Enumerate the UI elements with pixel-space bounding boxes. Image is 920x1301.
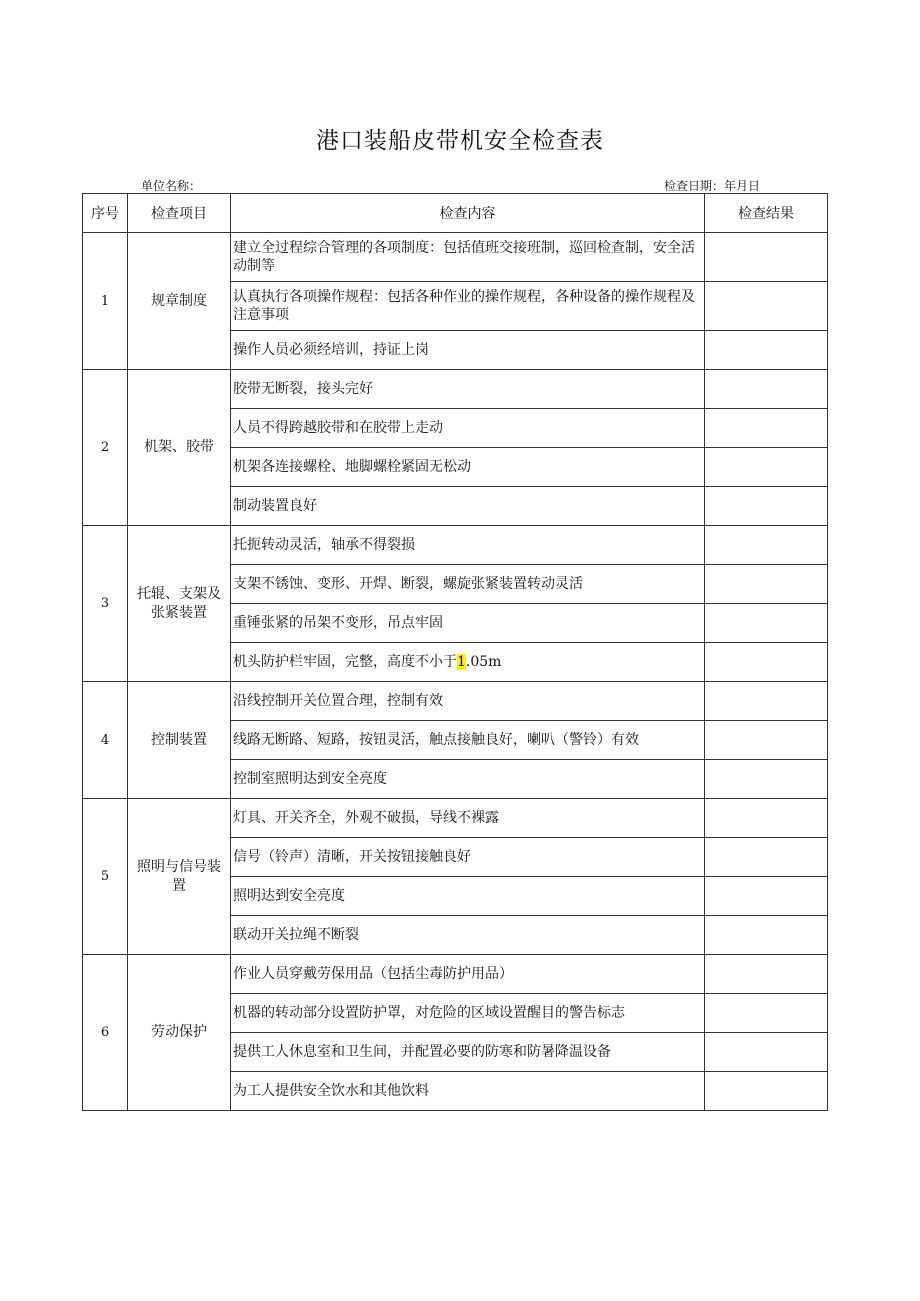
group-index: 3 [83, 526, 128, 682]
group-index: 6 [83, 955, 128, 1111]
table-row [83, 233, 828, 282]
result-cell[interactable] [705, 331, 828, 370]
result-cell[interactable] [705, 1072, 828, 1111]
check-content: 提供工人休息室和卫生间，并配置必要的防寒和防暑降温设备 [231, 1033, 705, 1072]
table-row [83, 799, 828, 838]
check-content: 操作人员必须经培训，持证上岗 [231, 331, 705, 370]
check-content: 建立全过程综合管理的各项制度：包括值班交接班制，巡回检查制，安全活动制等 [231, 233, 705, 282]
check-content: 作业人员穿戴劳保用品（包括尘毒防护用品） [231, 955, 705, 994]
result-cell[interactable] [705, 487, 828, 526]
check-content: 支架不锈蚀、变形、开焊、断裂，螺旋张紧装置转动灵活 [231, 565, 705, 604]
result-cell[interactable] [705, 760, 828, 799]
check-content: 机架各连接螺栓、地脚螺栓紧固无松动 [231, 448, 705, 487]
check-content: 机头防护栏牢固，完整，高度不小于1.05m [231, 643, 705, 682]
group-item-name: 托辊、支架及张紧装置 [128, 526, 231, 682]
result-cell[interactable] [705, 799, 828, 838]
result-cell[interactable] [705, 526, 828, 565]
result-cell[interactable] [705, 682, 828, 721]
result-cell[interactable] [705, 409, 828, 448]
header-index: 序号 [83, 194, 128, 233]
result-cell[interactable] [705, 233, 828, 282]
result-cell[interactable] [705, 370, 828, 409]
check-content: 联动开关拉绳不断裂 [231, 916, 705, 955]
unit-name-label: 单位名称： [141, 179, 202, 193]
check-content: 灯具、开关齐全，外观不破损，导线不裸露 [231, 799, 705, 838]
group-item-name: 劳动保护 [128, 955, 231, 1111]
highlight-mark: 1 [457, 654, 466, 670]
table-row [83, 682, 828, 721]
result-cell[interactable] [705, 955, 828, 994]
group-item-name: 机架、胶带 [128, 370, 231, 526]
group-item-name: 规章制度 [128, 233, 231, 370]
check-content: 制动装置良好 [231, 487, 705, 526]
check-content: 人员不得跨越胶带和在胶带上走动 [231, 409, 705, 448]
table-row [83, 526, 828, 565]
table-row [83, 370, 828, 409]
result-cell[interactable] [705, 838, 828, 877]
table-row [83, 955, 828, 994]
group-index: 2 [83, 370, 128, 526]
check-content: 沿线控制开关位置合理，控制有效 [231, 682, 705, 721]
checklist-table [82, 193, 828, 1111]
result-cell[interactable] [705, 448, 828, 487]
group-item-name: 照明与信号装置 [128, 799, 231, 955]
group-index: 1 [83, 233, 128, 370]
header-item: 检查项目 [128, 194, 231, 233]
check-content: 线路无断路、短路，按钮灵活，触点接触良好，喇叭（警铃）有效 [231, 721, 705, 760]
check-content: 机器的转动部分设置防护罩，对危险的区域设置醒目的警告标志 [231, 994, 705, 1033]
result-cell[interactable] [705, 604, 828, 643]
result-cell[interactable] [705, 643, 828, 682]
check-content: 照明达到安全亮度 [231, 877, 705, 916]
check-content: 胶带无断裂，接头完好 [231, 370, 705, 409]
check-content: 托扼转动灵活，轴承不得裂损 [231, 526, 705, 565]
result-cell[interactable] [705, 721, 828, 760]
result-cell[interactable] [705, 916, 828, 955]
group-index: 5 [83, 799, 128, 955]
check-content: 重锤张紧的吊架不变形，吊点牢固 [231, 604, 705, 643]
result-cell[interactable] [705, 1033, 828, 1072]
result-cell[interactable] [705, 994, 828, 1033]
header-row [83, 194, 828, 233]
inspection-date-label: 检查日期：年月日 [664, 179, 761, 193]
header-content: 检查内容 [231, 194, 705, 233]
result-cell[interactable] [705, 282, 828, 331]
group-index: 4 [83, 682, 128, 799]
check-content: 信号（铃声）清晰，开关按钮接触良好 [231, 838, 705, 877]
check-content: 认真执行各项操作规程：包括各种作业的操作规程，各种设备的操作规程及注意事项 [231, 282, 705, 331]
document-title: 港口装船皮带机安全检查表 [316, 128, 604, 154]
header-result: 检查结果 [705, 194, 828, 233]
result-cell[interactable] [705, 877, 828, 916]
check-content: 控制室照明达到安全亮度 [231, 760, 705, 799]
check-content: 为工人提供安全饮水和其他饮料 [231, 1072, 705, 1111]
group-item-name: 控制装置 [128, 682, 231, 799]
result-cell[interactable] [705, 565, 828, 604]
